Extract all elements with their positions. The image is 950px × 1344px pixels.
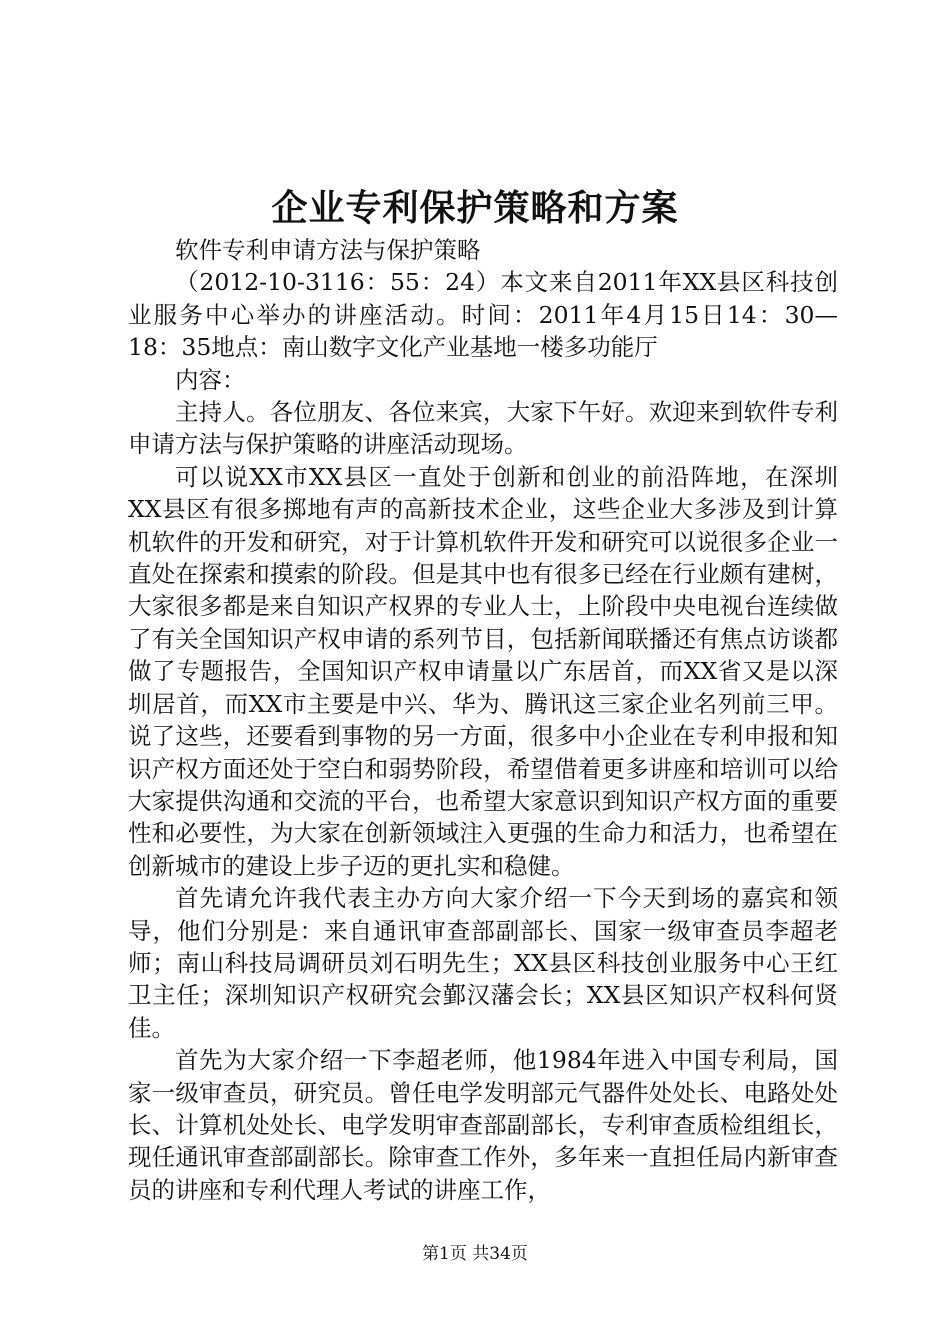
document-body bbox=[128, 234, 838, 1206]
document-title: 企业专利保护策略和方案 bbox=[271, 187, 679, 229]
page-number-footer: 第1页 共34页 bbox=[422, 1244, 528, 1264]
paragraph-host-greeting: 主持人。各位朋友、各位来宾，大家下午好。欢迎来到软件专利申请方法与保护策略的讲座活动现场。 bbox=[128, 398, 838, 459]
paragraph-guest-introduction: 首先请允许我代表主办方向大家介绍一下今天到场的嘉宾和领导，他们分别是：来自通讯审查部副部长、国家一级审查员李超老师；南山科技局调研员刘石明先生；XX县区科技创业服务中心王红卫主任；深圳知识产权研究会鄞汉藩会长；XX县区知识产权科何贤佳。 bbox=[128, 884, 838, 1042]
paragraph-event-info: （2012-10-3116：55：24）本文来自2011年XX县区科技创业服务中心举办的讲座活动。时间：2011年4月15日14：30—18：35地点：南山数字文化产业基地一楼多功能厅 bbox=[128, 268, 838, 362]
paragraph-content-label: 内容： bbox=[175, 365, 246, 394]
paragraph-speaker-bio: 首先为大家介绍一下李超老师，他1984年进入中国专利局，国家一级审查员，研究员。曾任电学发明部元气器件处处长、电路处处长、计算机处处长、电学发明审查部副部长，专利审查质检组组长，现任通讯审查部副部长。除审查工作外，多年来一直担任局内新审查员的讲座和专利代理人考试的讲座工作， bbox=[128, 1046, 838, 1204]
paragraph-innovation-context: 可以说XX市XX县区一直处于创新和创业的前沿阵地，在深圳XX县区有很多掷地有声的高新技术企业，这些企业大多涉及到计算机软件的开发和研究，对于计算机软件开发和研究可以说很多企业一直处在探索和摸索的阶段。但是其中也有很多已经在行业颇有建树，大家很多都是来自知识产权界的专业人士，上阶段中央电视台连续做了有关全国知识产权申请的系列节目，包括新闻联播还有焦点访谈都做了专题报告，全国知识产权申请量以广东居首，而XX省又是以深圳居首，而XX市主要是中兴、华为、腾讯这三家企业名列前三甲。说了这些，还要看到事物的另一方面，很多中小企业在专利申报和知识产权方面还处于空白和弱势阶段，希望借着更多讲座和培训可以给大家提供沟通和交流的平台，也希望大家意识到知识产权方面的重要性和必要性，为大家在创新领域注入更强的生命力和活力，也希望在创新城市的建设上步子迈的更扎实和稳健。 bbox=[128, 462, 838, 880]
paragraph-subtitle: 软件专利申请方法与保护策略 bbox=[175, 236, 481, 264]
